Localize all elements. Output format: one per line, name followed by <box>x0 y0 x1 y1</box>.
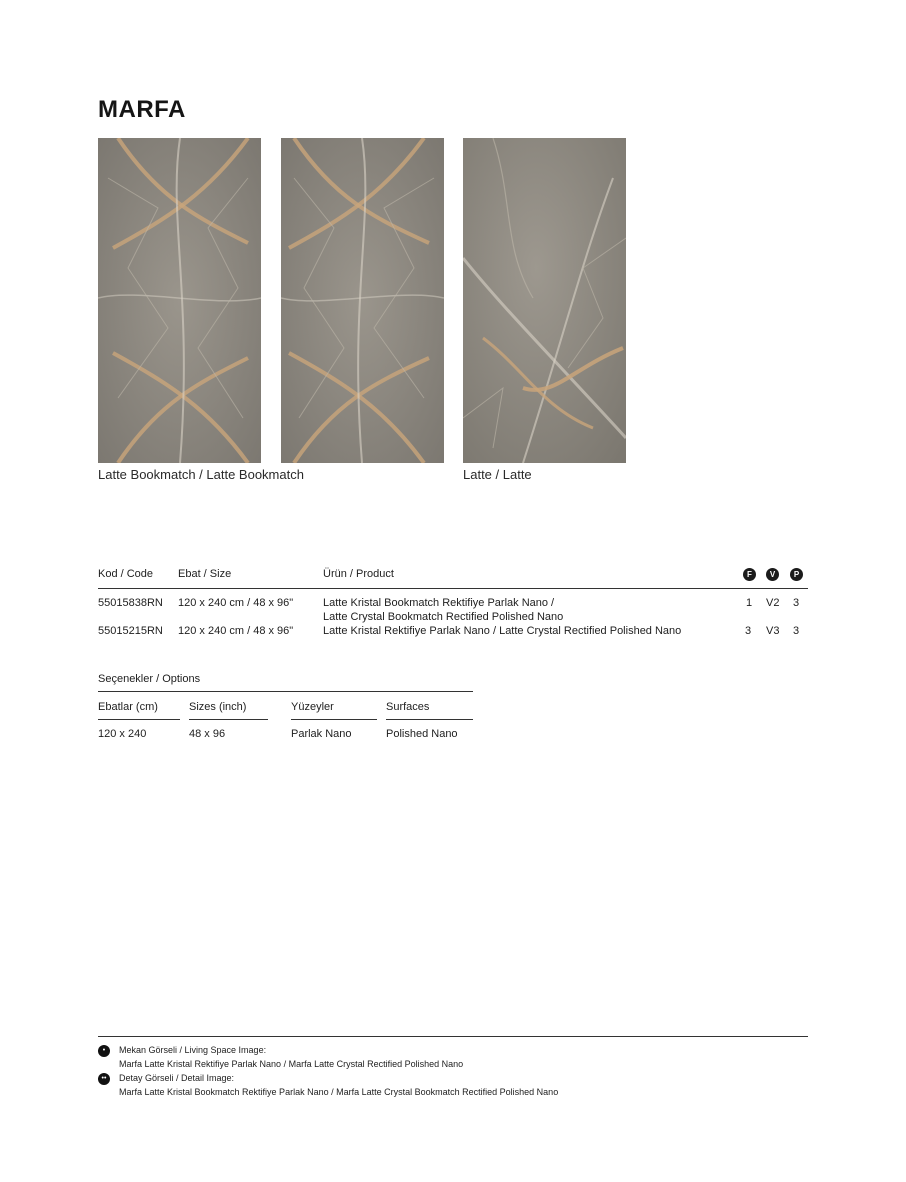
spec-table <box>98 566 808 640</box>
row-p: 3 <box>793 597 800 609</box>
footer-note-label: Detay Görseli / Detail Image: <box>119 1073 235 1083</box>
row-product-line2: Latte Crystal Bookmatch Rectified Polished Nano <box>323 611 564 623</box>
row-code: 55015838RN <box>98 597 163 609</box>
table-row <box>98 624 808 640</box>
footer-note-detail <box>98 1071 808 1099</box>
row-size: 120 x 240 cm / 48 x 96" <box>178 625 294 637</box>
f-badge-icon: F <box>743 568 756 581</box>
options-column <box>386 692 473 740</box>
footer-note-living-space <box>98 1043 808 1071</box>
row-size: 120 x 240 cm / 48 x 96" <box>178 597 294 609</box>
row-code: 55015215RN <box>98 625 163 637</box>
footer-notes <box>98 1036 808 1099</box>
row-v: V2 <box>766 597 780 609</box>
footer-note-text: Marfa Latte Kristal Rektifiye Parlak Nano / Marfa Latte Crystal Rectified Polished Nano <box>119 1059 464 1069</box>
footer-note-label: Mekan Görseli / Living Space Image: <box>119 1045 267 1055</box>
header-size: Ebat / Size <box>178 568 232 580</box>
options-column-value: 120 x 240 <box>98 728 147 740</box>
options-column-value: 48 x 96 <box>189 728 226 740</box>
row-product-line1: Latte Kristal Rektifiye Parlak Nano / Latte Crystal Rectified Polished Nano <box>323 625 682 637</box>
p-badge-icon: P <box>790 568 803 581</box>
row-f: 1 <box>746 597 753 609</box>
options-column <box>98 692 180 740</box>
options-column-header: Surfaces <box>386 692 473 720</box>
options-column <box>189 692 268 740</box>
single-dot-icon: • <box>98 1045 110 1057</box>
spec-table-header <box>98 566 808 589</box>
caption-bookmatch: Latte Bookmatch / Latte Bookmatch <box>98 467 304 482</box>
marble-tile-latte <box>463 138 626 463</box>
page-title: MARFA <box>98 96 186 123</box>
options-title: Seçenekler / Options <box>98 673 473 692</box>
row-p: 3 <box>793 625 800 637</box>
options-column-header: Ebatlar (cm) <box>98 692 180 720</box>
row-product-line1: Latte Kristal Bookmatch Rektifiye Parlak Nano / <box>323 597 555 609</box>
header-code: Kod / Code <box>98 568 154 580</box>
caption-latte: Latte / Latte <box>463 467 532 482</box>
options-column-value: Polished Nano <box>386 728 458 740</box>
double-dot-icon: •• <box>98 1073 110 1085</box>
marble-tile-bookmatch-left <box>98 138 261 463</box>
row-v: V3 <box>766 625 780 637</box>
row-f: 3 <box>745 625 752 637</box>
options-column-header: Yüzeyler <box>291 692 377 720</box>
table-row <box>98 596 808 624</box>
footer-note-text: Marfa Latte Kristal Bookmatch Rektifiye Parlak Nano / Marfa Latte Crystal Bookmatch Rectified Polished Nano <box>119 1087 559 1097</box>
options-column-value: Parlak Nano <box>291 728 352 740</box>
marble-tile-bookmatch-right <box>281 138 444 463</box>
options-column <box>291 692 377 740</box>
v-badge-icon: V <box>766 568 779 581</box>
header-product: Ürün / Product <box>323 568 394 580</box>
options-table <box>98 673 473 752</box>
options-column-header: Sizes (inch) <box>189 692 268 720</box>
